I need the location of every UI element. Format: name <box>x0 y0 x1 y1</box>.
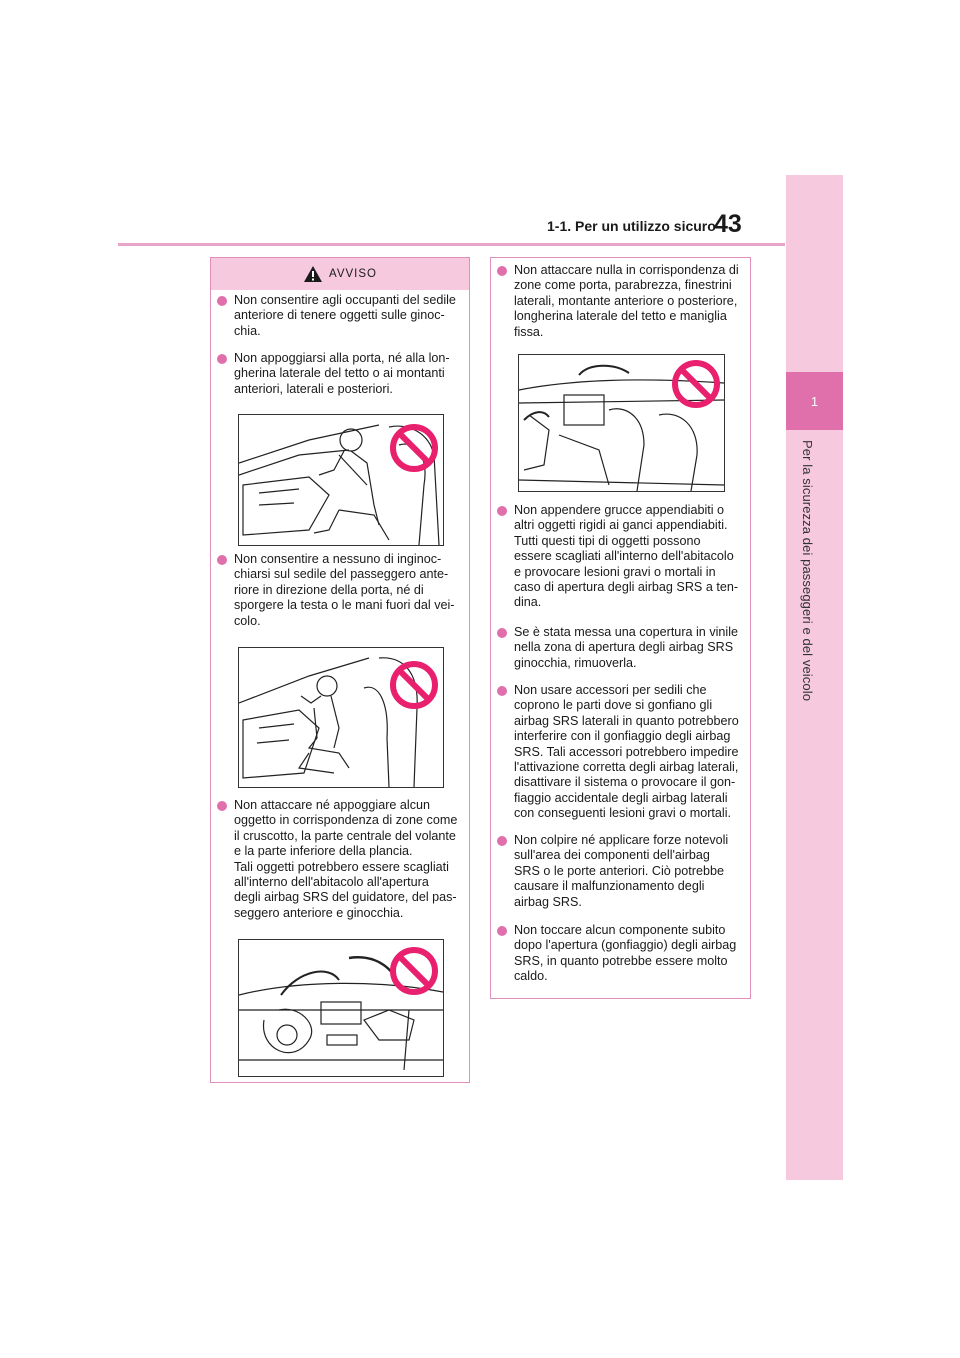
prohibited-icon <box>671 359 721 409</box>
prohibited-icon <box>389 946 439 996</box>
list-item: Non colpire né applicare forze notevoli sull'area dei componenti dell'airbag SRS o le porte anteriori. Ciò potrebbe causare il malfunzionamento degli airbag SRS. <box>497 833 759 910</box>
list-item: Non attaccare nulla in corrispondenza di zone come porta, parabrezza, finestrini laterali, montante anteriore o posteriore, longherina laterale del tetto e maniglia fissa. <box>497 263 759 340</box>
bullet-dot-icon <box>497 836 507 846</box>
illustration-dashboard-objects <box>238 939 444 1077</box>
list-item: Non usare accessori per sedili che coprono le parti dove si gonfiano gli airbag SRS laterali in quanto potrebbero interferire con il gonfiaggio degli airbag SRS. Tali accessori potrebbero impedire l'attivazione corretta degli airbag laterali, disattivare il sistema o provocare il gon- fiaggio accidentale degli airbag laterali con conseguenti lesioni gravi o mortali. <box>497 683 759 822</box>
chapter-number-box <box>786 372 843 430</box>
bullet-dot-icon <box>497 628 507 638</box>
warning-header <box>211 258 469 290</box>
list-item: Se è stata messa una copertura in vinile nella zona di apertura degli airbag SRS ginocchia, rimuoverla. <box>497 625 759 671</box>
warning-triangle-icon <box>303 265 323 283</box>
bullet-dot-icon <box>497 686 507 696</box>
prohibited-icon <box>389 660 439 710</box>
header-rule <box>118 243 785 246</box>
illustration-leaning-on-door <box>238 414 444 546</box>
section-title: 1-1. Per un utilizzo sicuro <box>547 218 716 234</box>
bullet-dot-icon <box>217 555 227 565</box>
chapter-number: 1 <box>810 393 819 409</box>
chapter-title: Per la sicurezza dei passeggeri e del veicolo <box>800 440 815 702</box>
warning-panel-right <box>490 257 751 999</box>
warning-label: AVVISO <box>329 268 377 280</box>
list-item: Non appoggiarsi alla porta, né alla lon- gherina laterale del tetto o ai montanti anteriori, laterali e posteriori. <box>217 351 479 397</box>
warning-panel-left <box>210 257 470 1083</box>
bullet-dot-icon <box>217 296 227 306</box>
illustration-pillar-objects <box>518 354 725 492</box>
bullet-dot-icon <box>217 354 227 364</box>
list-item: Non consentire a nessuno di inginoc- chiarsi sul sedile del passeggero ante- riore in direzione della porta, né di sporgere la testa o le mani fuori dal vei- colo. <box>217 552 479 629</box>
bullet-dot-icon <box>217 801 227 811</box>
list-item: Non toccare alcun componente subito dopo l'apertura (gonfiaggio) degli airbag SRS, in quanto potrebbe essere molto caldo. <box>497 923 759 985</box>
list-item: Non appendere grucce appendiabiti o altri oggetti rigidi ai ganci appendiabiti. Tutti questi tipi di oggetti possono essere scagliati all'interno dell'abitacolo e provocare lesioni gravi o mortali in caso di apertura degli airbag SRS a ten- dina. <box>497 503 759 611</box>
prohibited-icon <box>389 423 439 473</box>
bullet-dot-icon <box>497 926 507 936</box>
list-item: Non consentire agli occupanti del sedile anteriore di tenere oggetti sulle ginoc- chia. <box>217 293 479 339</box>
page-number: 43 <box>714 210 742 238</box>
bullet-dot-icon <box>497 506 507 516</box>
list-item: Non attaccare né appoggiare alcun oggetto in corrispondenza di zone come il cruscotto, la parte centrale del volante e la parte inferiore della plancia. Tali oggetti potrebbero essere scagliati all'interno dell'abitacolo all'apertura degli airbag SRS del guidatore, del pas- seggero anteriore e ginocchia. <box>217 798 479 921</box>
bullet-dot-icon <box>497 266 507 276</box>
illustration-kneeling-on-seat <box>238 647 444 788</box>
